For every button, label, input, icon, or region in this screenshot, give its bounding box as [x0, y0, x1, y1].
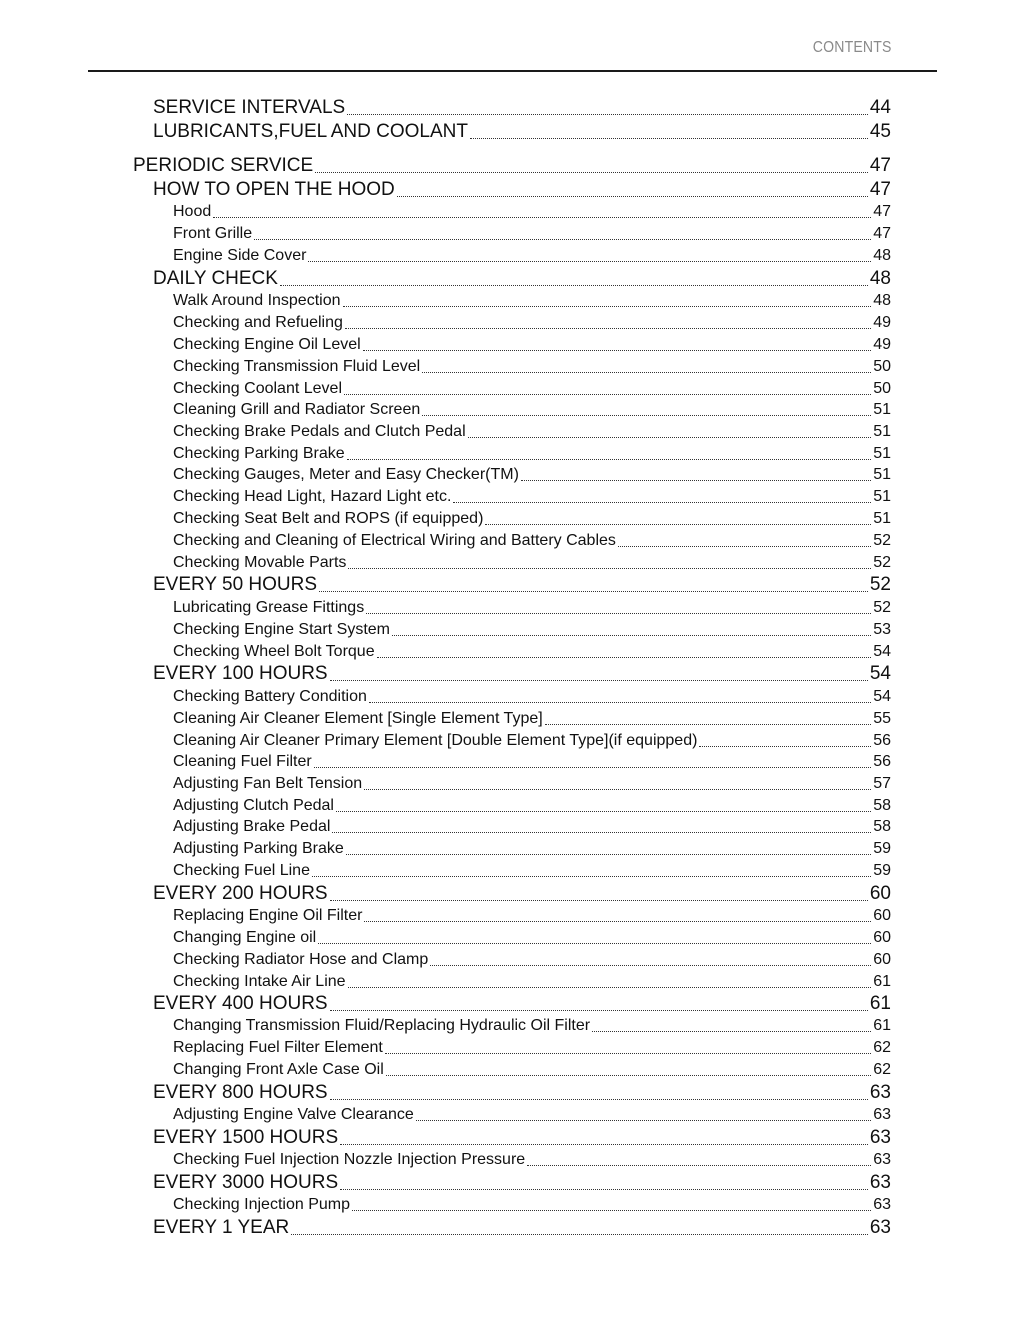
toc-entry-title: Walk Around Inspection	[173, 292, 341, 309]
toc-section[interactable]	[153, 97, 891, 119]
dot-leader	[347, 114, 868, 115]
toc-entry-page-number: 63	[873, 1151, 891, 1168]
dot-leader	[340, 1144, 868, 1145]
toc-entry-page-number: 49	[873, 314, 891, 331]
dot-leader	[392, 635, 871, 636]
toc-entry-page-number: 63	[873, 1196, 891, 1213]
toc-entry-title: Adjusting Fan Belt Tension	[173, 775, 363, 792]
toc-entry-page-number: 52	[873, 532, 891, 549]
toc-subsection[interactable]	[173, 599, 891, 617]
toc-entry-title: Lubricating Grease Fittings	[173, 599, 365, 616]
toc-entry-title: EVERY 100 HOURS	[153, 663, 328, 684]
toc-entry-title: HOW TO OPEN THE HOOD	[153, 179, 395, 200]
toc-entry-page-number: 45	[869, 121, 891, 142]
toc-subsection[interactable]	[173, 532, 891, 550]
toc-entry-title: Checking Radiator Hose and Clamp	[173, 951, 429, 968]
toc-subsection[interactable]	[173, 1017, 891, 1035]
dot-leader	[422, 372, 871, 373]
toc-entry-title: Checking Seat Belt and ROPS (if equipped)	[173, 510, 484, 527]
toc-section[interactable]	[153, 268, 891, 290]
toc-entry-page-number: 60	[869, 883, 891, 904]
toc-entry-page-number: 53	[873, 621, 891, 638]
toc-entry-title: Checking Engine Oil Level	[173, 336, 361, 353]
toc-entry-page-number: 52	[873, 554, 891, 571]
toc-subsection[interactable]	[173, 643, 891, 661]
toc-section[interactable]	[153, 1217, 891, 1239]
toc-section[interactable]	[153, 121, 891, 143]
toc-entry-page-number: 48	[873, 247, 891, 264]
toc-entry-title: Replacing Fuel Filter Element	[173, 1039, 383, 1056]
toc-entry-page-number: 60	[873, 907, 891, 924]
toc-entry-title: LUBRICANTS,FUEL AND COOLANT	[153, 121, 468, 142]
toc-subsection[interactable]	[173, 797, 891, 815]
toc-entry-page-number: 44	[869, 97, 891, 118]
toc-entry-title: Changing Transmission Fluid/Replacing Hydraulic Oil Filter	[173, 1017, 591, 1034]
toc-entry-title: Adjusting Brake Pedal	[173, 818, 331, 835]
toc-section[interactable]	[153, 993, 891, 1015]
dot-leader	[319, 591, 868, 592]
dot-leader	[308, 261, 871, 262]
toc-entry-page-number: 57	[873, 775, 891, 792]
toc-entry-title: EVERY 50 HOURS	[153, 574, 318, 595]
toc-entry-title: Checking Injection Pump	[173, 1196, 350, 1213]
toc-entry-page-number: 63	[869, 1172, 891, 1193]
toc-subsection[interactable]	[173, 1151, 891, 1169]
toc-subsection[interactable]	[173, 225, 891, 243]
toc-subsection[interactable]	[173, 1106, 891, 1124]
toc-subsection[interactable]	[173, 247, 891, 265]
dot-leader	[348, 568, 871, 569]
dot-leader	[422, 415, 871, 416]
toc-subsection[interactable]	[173, 554, 891, 572]
toc-entry-page-number: 63	[869, 1127, 891, 1148]
toc-subsection[interactable]	[173, 466, 891, 484]
toc-entry-title: EVERY 200 HOURS	[153, 883, 328, 904]
toc-entry-title: Checking Fuel Injection Nozzle Injection Pressure	[173, 1151, 526, 1168]
toc-entry-page-number: 62	[873, 1061, 891, 1078]
toc-subsection[interactable]	[173, 753, 891, 771]
dot-leader	[332, 832, 871, 833]
toc-entry-title: Adjusting Engine Valve Clearance	[173, 1106, 414, 1123]
toc-entry-title: Checking Engine Start System	[173, 621, 390, 638]
dot-leader	[364, 921, 871, 922]
dot-leader	[344, 394, 871, 395]
toc-entry-title: Checking Transmission Fluid Level	[173, 358, 421, 375]
dot-leader	[318, 943, 871, 944]
toc-entry-title: PERIODIC SERVICE	[133, 155, 314, 176]
toc-entry-page-number: 47	[873, 203, 891, 220]
toc-entry-page-number: 60	[873, 929, 891, 946]
dot-leader	[485, 524, 871, 525]
dot-leader	[468, 437, 872, 438]
toc-entry-page-number: 51	[873, 488, 891, 505]
toc-section[interactable]	[153, 574, 891, 596]
toc-subsection[interactable]	[173, 840, 891, 858]
toc-entry-page-number: 50	[873, 380, 891, 397]
toc-entry-title: Checking Battery Condition	[173, 688, 367, 705]
toc-entry-page-number: 61	[869, 993, 891, 1014]
toc-entry-page-number: 48	[869, 268, 891, 289]
dot-leader	[385, 1053, 871, 1054]
dot-leader	[397, 196, 868, 197]
toc-section[interactable]	[153, 1127, 891, 1149]
toc-entry-title: Checking Head Light, Hazard Light etc.	[173, 488, 452, 505]
toc-entry-page-number: 63	[869, 1217, 891, 1238]
toc-entry-title: Changing Front Axle Case Oil	[173, 1061, 384, 1078]
toc-section[interactable]	[153, 179, 891, 201]
toc-subsection[interactable]	[173, 732, 891, 750]
toc-entry-page-number: 59	[873, 862, 891, 879]
dot-leader	[453, 502, 871, 503]
toc-entry-page-number: 61	[873, 1017, 891, 1034]
toc-entry-page-number: 51	[873, 510, 891, 527]
toc-entry-title: Checking Gauges, Meter and Easy Checker(TM)	[173, 466, 519, 483]
dot-leader	[347, 459, 872, 460]
toc-subsection[interactable]	[173, 818, 891, 836]
toc-entry-title: EVERY 400 HOURS	[153, 993, 328, 1014]
dot-leader	[336, 811, 871, 812]
dot-leader	[366, 613, 871, 614]
toc-entry-page-number: 55	[873, 710, 891, 727]
toc-subsection[interactable]	[173, 775, 891, 793]
toc-entry-title: Checking Movable Parts	[173, 554, 347, 571]
toc-entry-title: Changing Engine oil	[173, 929, 317, 946]
toc-entry-title: Checking and Refueling	[173, 314, 343, 331]
toc-entry-title: Cleaning Air Cleaner Primary Element [Double Element Type](if equipped)	[173, 732, 698, 749]
toc-entry-page-number: 60	[873, 951, 891, 968]
dot-leader	[330, 1010, 868, 1011]
dot-leader	[592, 1031, 871, 1032]
toc-entry-title: DAILY CHECK	[153, 268, 278, 289]
dot-leader	[521, 480, 871, 481]
toc-subsection[interactable]	[173, 710, 891, 728]
dot-leader	[343, 306, 872, 307]
toc-subsection[interactable]	[173, 688, 891, 706]
toc-subsection[interactable]	[173, 1196, 891, 1214]
toc-entry-title: Checking Wheel Bolt Torque	[173, 643, 375, 660]
toc-entry-title: Checking Brake Pedals and Clutch Pedal	[173, 423, 466, 440]
toc-subsection[interactable]	[173, 314, 891, 332]
toc-entry-page-number: 51	[873, 401, 891, 418]
toc-entry-page-number: 58	[873, 797, 891, 814]
page-header-title: CONTENTS	[813, 39, 892, 56]
toc-entry-page-number: 50	[873, 358, 891, 375]
toc-subsection[interactable]	[173, 488, 891, 506]
toc-entry-title: Checking Fuel Line	[173, 862, 310, 879]
toc-entry-page-number: 51	[873, 423, 891, 440]
toc-entry-title: Hood	[173, 203, 212, 220]
toc-entry-title: EVERY 1500 HOURS	[153, 1127, 339, 1148]
toc-entry-title: Adjusting Parking Brake	[173, 840, 344, 857]
toc-section[interactable]	[153, 663, 891, 685]
toc-subsection[interactable]	[173, 951, 891, 969]
toc-entry-title: Cleaning Fuel Filter	[173, 753, 312, 770]
dot-leader	[314, 767, 871, 768]
toc-entry-page-number: 52	[873, 599, 891, 616]
dot-leader	[699, 746, 871, 747]
dot-leader	[386, 1075, 871, 1076]
dot-leader	[330, 900, 868, 901]
toc-entry-title: EVERY 1 YEAR	[153, 1217, 290, 1238]
toc-entry-title: Front Grille	[173, 225, 253, 242]
toc-entry-page-number: 62	[873, 1039, 891, 1056]
toc-entry-title: Checking and Cleaning of Electrical Wiring and Battery Cables	[173, 532, 616, 549]
toc-entry-page-number: 51	[873, 466, 891, 483]
dot-leader	[213, 217, 871, 218]
toc-entry-page-number: 51	[873, 445, 891, 462]
toc-entry-title: Adjusting Clutch Pedal	[173, 797, 334, 814]
dot-leader	[330, 1099, 868, 1100]
toc-entry-title: Checking Parking Brake	[173, 445, 345, 462]
dot-leader	[280, 285, 868, 286]
dot-leader	[345, 328, 871, 329]
toc-entry-page-number: 54	[873, 688, 891, 705]
dot-leader	[330, 680, 868, 681]
toc-section[interactable]	[153, 1082, 891, 1104]
dot-leader	[470, 138, 868, 139]
toc-entry-page-number: 61	[873, 973, 891, 990]
toc-entry-title: Checking Intake Air Line	[173, 973, 346, 990]
toc-entry-page-number: 56	[873, 753, 891, 770]
toc-section[interactable]	[153, 1172, 891, 1194]
dot-leader	[618, 546, 871, 547]
dot-leader	[363, 350, 872, 351]
toc-subsection[interactable]	[173, 1061, 891, 1079]
toc-subsection[interactable]	[173, 401, 891, 419]
dot-leader	[315, 172, 868, 173]
toc-entry-page-number: 47	[869, 179, 891, 200]
toc-subsection[interactable]	[173, 445, 891, 463]
toc-entry-page-number: 47	[869, 155, 891, 176]
dot-leader	[364, 789, 871, 790]
toc-entry-title: Engine Side Cover	[173, 247, 307, 264]
toc-entry-title: Cleaning Grill and Radiator Screen	[173, 401, 421, 418]
toc-entry-title: SERVICE INTERVALS	[153, 97, 346, 118]
toc-entry-page-number: 47	[873, 225, 891, 242]
toc-chapter[interactable]	[133, 155, 891, 177]
toc-entry-page-number: 56	[873, 732, 891, 749]
toc-subsection[interactable]	[173, 336, 891, 354]
toc-subsection[interactable]	[173, 292, 891, 310]
toc-entry-title: Checking Coolant Level	[173, 380, 342, 397]
toc-entry-page-number: 54	[869, 663, 891, 684]
toc-entry-page-number: 54	[873, 643, 891, 660]
toc-subsection[interactable]	[173, 973, 891, 991]
toc-entry-page-number: 63	[873, 1106, 891, 1123]
dot-leader	[254, 239, 871, 240]
toc-subsection[interactable]	[173, 929, 891, 947]
dot-leader	[377, 657, 872, 658]
toc-subsection[interactable]	[173, 203, 891, 221]
header-divider	[88, 70, 937, 72]
toc-subsection[interactable]	[173, 423, 891, 441]
dot-leader	[369, 702, 871, 703]
toc-subsection[interactable]	[173, 621, 891, 639]
toc-section[interactable]	[153, 883, 891, 905]
toc-entry-page-number: 52	[869, 574, 891, 595]
dot-leader	[416, 1120, 871, 1121]
toc-subsection[interactable]	[173, 510, 891, 528]
dot-leader	[545, 724, 872, 725]
dot-leader	[352, 1210, 871, 1211]
toc-subsection[interactable]	[173, 1039, 891, 1057]
dot-leader	[430, 965, 871, 966]
toc-entry-page-number: 63	[869, 1082, 891, 1103]
dot-leader	[312, 876, 871, 877]
toc-entry-title: EVERY 800 HOURS	[153, 1082, 328, 1103]
toc-entry-page-number: 48	[873, 292, 891, 309]
dot-leader	[291, 1234, 868, 1235]
toc-entry-title: Cleaning Air Cleaner Element [Single Element Type]	[173, 710, 543, 727]
dot-leader	[346, 854, 871, 855]
toc-subsection[interactable]	[173, 358, 891, 376]
toc-entry-page-number: 49	[873, 336, 891, 353]
toc-entry-title: EVERY 3000 HOURS	[153, 1172, 339, 1193]
toc-subsection[interactable]	[173, 862, 891, 880]
toc-entry-page-number: 59	[873, 840, 891, 857]
toc-subsection[interactable]	[173, 907, 891, 925]
toc-entry-page-number: 58	[873, 818, 891, 835]
dot-leader	[340, 1189, 868, 1190]
dot-leader	[348, 987, 872, 988]
dot-leader	[527, 1165, 871, 1166]
toc-entry-title: Replacing Engine Oil Filter	[173, 907, 363, 924]
toc-subsection[interactable]	[173, 380, 891, 398]
